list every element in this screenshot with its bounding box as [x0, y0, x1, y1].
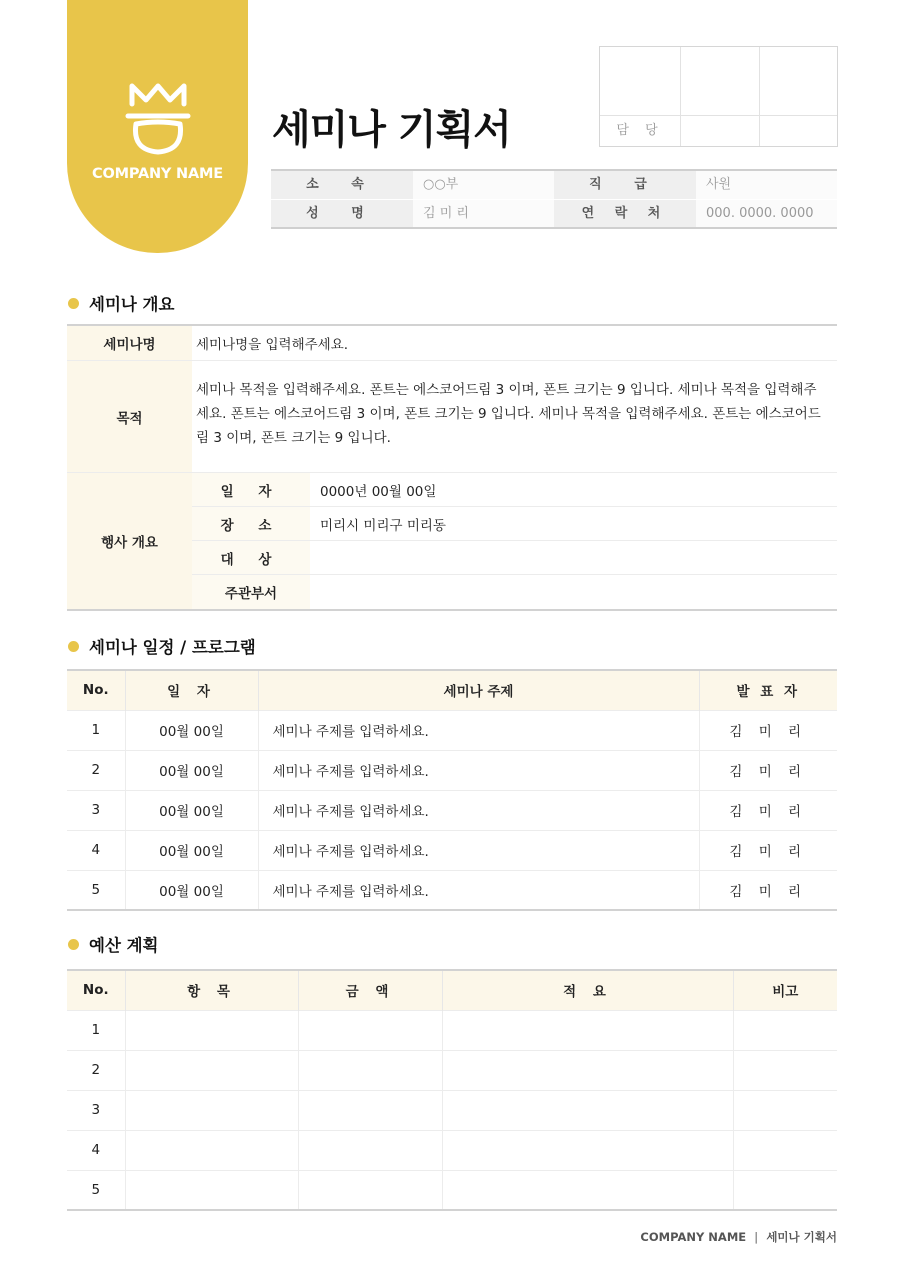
cell-note[interactable] [733, 1050, 837, 1090]
seminar-name-label: 세미나명 [67, 326, 192, 360]
event-place-label: 장 소 [192, 507, 310, 540]
cell-no: 4 [67, 830, 125, 870]
col-header-presenter: 발 표 자 [699, 670, 837, 710]
cell-presenter[interactable]: 김 미 리 [699, 830, 837, 870]
purpose-value[interactable]: 세미나 목적을 입력해주세요. 폰트는 에스코어드림 3 이며, 폰트 크기는 9 입니다. 세미나 목적을 입력해주세요. 폰트는 에스코어드림 3 이며, 폰트 크기는 9 입니다. 세미나 목적을 입력해주세요. 폰트는 에스코어드림 3 이며, 폰트 크기는 9 입니다. [196, 381, 821, 446]
cell-presenter[interactable]: 김 미 리 [699, 710, 837, 750]
cell-presenter[interactable]: 김 미 리 [699, 750, 837, 790]
seminar-name-value[interactable]: 세미나명을 입력해주세요. [196, 337, 349, 353]
approval-label: 담 당 [616, 123, 664, 138]
event-row [192, 575, 837, 609]
cell-no: 5 [67, 870, 125, 910]
event-date-value[interactable]: 0000년 00월 00일 [320, 483, 437, 500]
cell-date[interactable]: 00월 00일 [125, 750, 258, 790]
cell-description[interactable] [442, 1010, 733, 1050]
footer-doc-name: 세미나 기획서 [766, 1230, 837, 1244]
cell-no: 3 [67, 790, 125, 830]
table-row [67, 870, 837, 910]
col-header-date: 일 자 [125, 670, 258, 710]
cell-note[interactable] [733, 1130, 837, 1170]
section-heading-overview: 세미나 개요 [68, 291, 174, 315]
col-header-no: No. [67, 670, 125, 710]
purpose-label: 목적 [67, 361, 192, 472]
event-overview-label: 행사 개요 [67, 473, 192, 609]
table-row [67, 1170, 837, 1210]
section-heading-budget: 예산 계획 [68, 932, 159, 956]
cell-item[interactable] [125, 1050, 298, 1090]
cell-amount[interactable] [298, 1010, 442, 1050]
company-name: COMPANY NAME [92, 166, 223, 182]
event-row [192, 507, 837, 541]
cell-amount[interactable] [298, 1090, 442, 1130]
cell-note[interactable] [733, 1010, 837, 1050]
name-value[interactable]: 김 미 리 [413, 200, 554, 227]
col-header-no: No. [67, 970, 125, 1010]
cell-topic[interactable]: 세미나 주제를 입력하세요. [258, 790, 699, 830]
cell-no: 3 [67, 1090, 125, 1130]
cell-item[interactable] [125, 1010, 298, 1050]
ms-monogram-logo-icon [122, 78, 194, 158]
cell-note[interactable] [733, 1170, 837, 1210]
cell-description[interactable] [442, 1090, 733, 1130]
author-info-table [271, 169, 837, 229]
cell-no: 4 [67, 1130, 125, 1170]
schedule-table [67, 669, 837, 911]
budget-table [67, 969, 837, 1211]
cell-topic[interactable]: 세미나 주제를 입력하세요. [258, 830, 699, 870]
cell-amount[interactable] [298, 1050, 442, 1090]
event-date-label: 일 자 [192, 473, 310, 506]
cell-description[interactable] [442, 1050, 733, 1090]
event-overview-details [192, 473, 837, 609]
table-row [67, 1010, 837, 1050]
cell-item[interactable] [125, 1170, 298, 1210]
cell-amount[interactable] [298, 1170, 442, 1210]
cell-presenter[interactable]: 김 미 리 [699, 790, 837, 830]
cell-topic[interactable]: 세미나 주제를 입력하세요. [258, 710, 699, 750]
table-row [67, 750, 837, 790]
cell-topic[interactable]: 세미나 주제를 입력하세요. [258, 870, 699, 910]
page-footer [640, 1229, 837, 1245]
event-row [192, 473, 837, 507]
cell-presenter[interactable]: 김 미 리 [699, 870, 837, 910]
cell-no: 2 [67, 750, 125, 790]
logo-banner [67, 0, 248, 253]
affiliation-value[interactable]: ○○부 [413, 171, 554, 199]
cell-date[interactable]: 00월 00일 [125, 870, 258, 910]
position-value[interactable]: 사원 [696, 171, 837, 199]
event-target-label: 대 상 [192, 541, 310, 574]
page-title: 세미나 기획서 [272, 107, 511, 153]
cell-no: 1 [67, 710, 125, 750]
cell-topic[interactable]: 세미나 주제를 입력하세요. [258, 750, 699, 790]
col-header-description: 적 요 [442, 970, 733, 1010]
contact-value[interactable]: 000. 0000. 0000 [696, 200, 837, 227]
cell-note[interactable] [733, 1090, 837, 1130]
table-row [67, 790, 837, 830]
col-header-note: 비고 [733, 970, 837, 1010]
bullet-dot-icon [68, 641, 79, 652]
approval-box [599, 46, 838, 147]
cell-date[interactable]: 00월 00일 [125, 710, 258, 750]
event-host-value[interactable] [310, 575, 837, 609]
cell-item[interactable] [125, 1130, 298, 1170]
col-header-topic: 세미나 주제 [258, 670, 699, 710]
col-header-item: 항 목 [125, 970, 298, 1010]
cell-description[interactable] [442, 1170, 733, 1210]
footer-company: COMPANY NAME [640, 1230, 747, 1244]
table-row [67, 710, 837, 750]
event-place-value[interactable]: 미리시 미리구 미리동 [320, 517, 446, 534]
cell-no: 2 [67, 1050, 125, 1090]
col-header-amount: 금 액 [298, 970, 442, 1010]
cell-no: 5 [67, 1170, 125, 1210]
contact-label: 연 락 처 [554, 200, 696, 227]
cell-date[interactable]: 00월 00일 [125, 830, 258, 870]
name-label: 성 명 [271, 200, 413, 227]
section-heading-schedule: 세미나 일정 / 프로그램 [68, 634, 256, 658]
cell-description[interactable] [442, 1130, 733, 1170]
cell-date[interactable]: 00월 00일 [125, 790, 258, 830]
bullet-dot-icon [68, 298, 79, 309]
table-row [67, 1090, 837, 1130]
affiliation-label: 소 속 [271, 171, 413, 199]
event-row [192, 541, 837, 575]
table-row [67, 1050, 837, 1090]
cell-no: 1 [67, 1010, 125, 1050]
event-host-label: 주관부서 [192, 575, 310, 609]
table-row [67, 830, 837, 870]
table-row [67, 1130, 837, 1170]
overview-table [67, 324, 837, 611]
event-target-value[interactable] [310, 541, 837, 574]
position-label: 직 급 [554, 171, 696, 199]
cell-amount[interactable] [298, 1130, 442, 1170]
footer-separator: | [754, 1230, 759, 1244]
bullet-dot-icon [68, 939, 79, 950]
cell-item[interactable] [125, 1090, 298, 1130]
